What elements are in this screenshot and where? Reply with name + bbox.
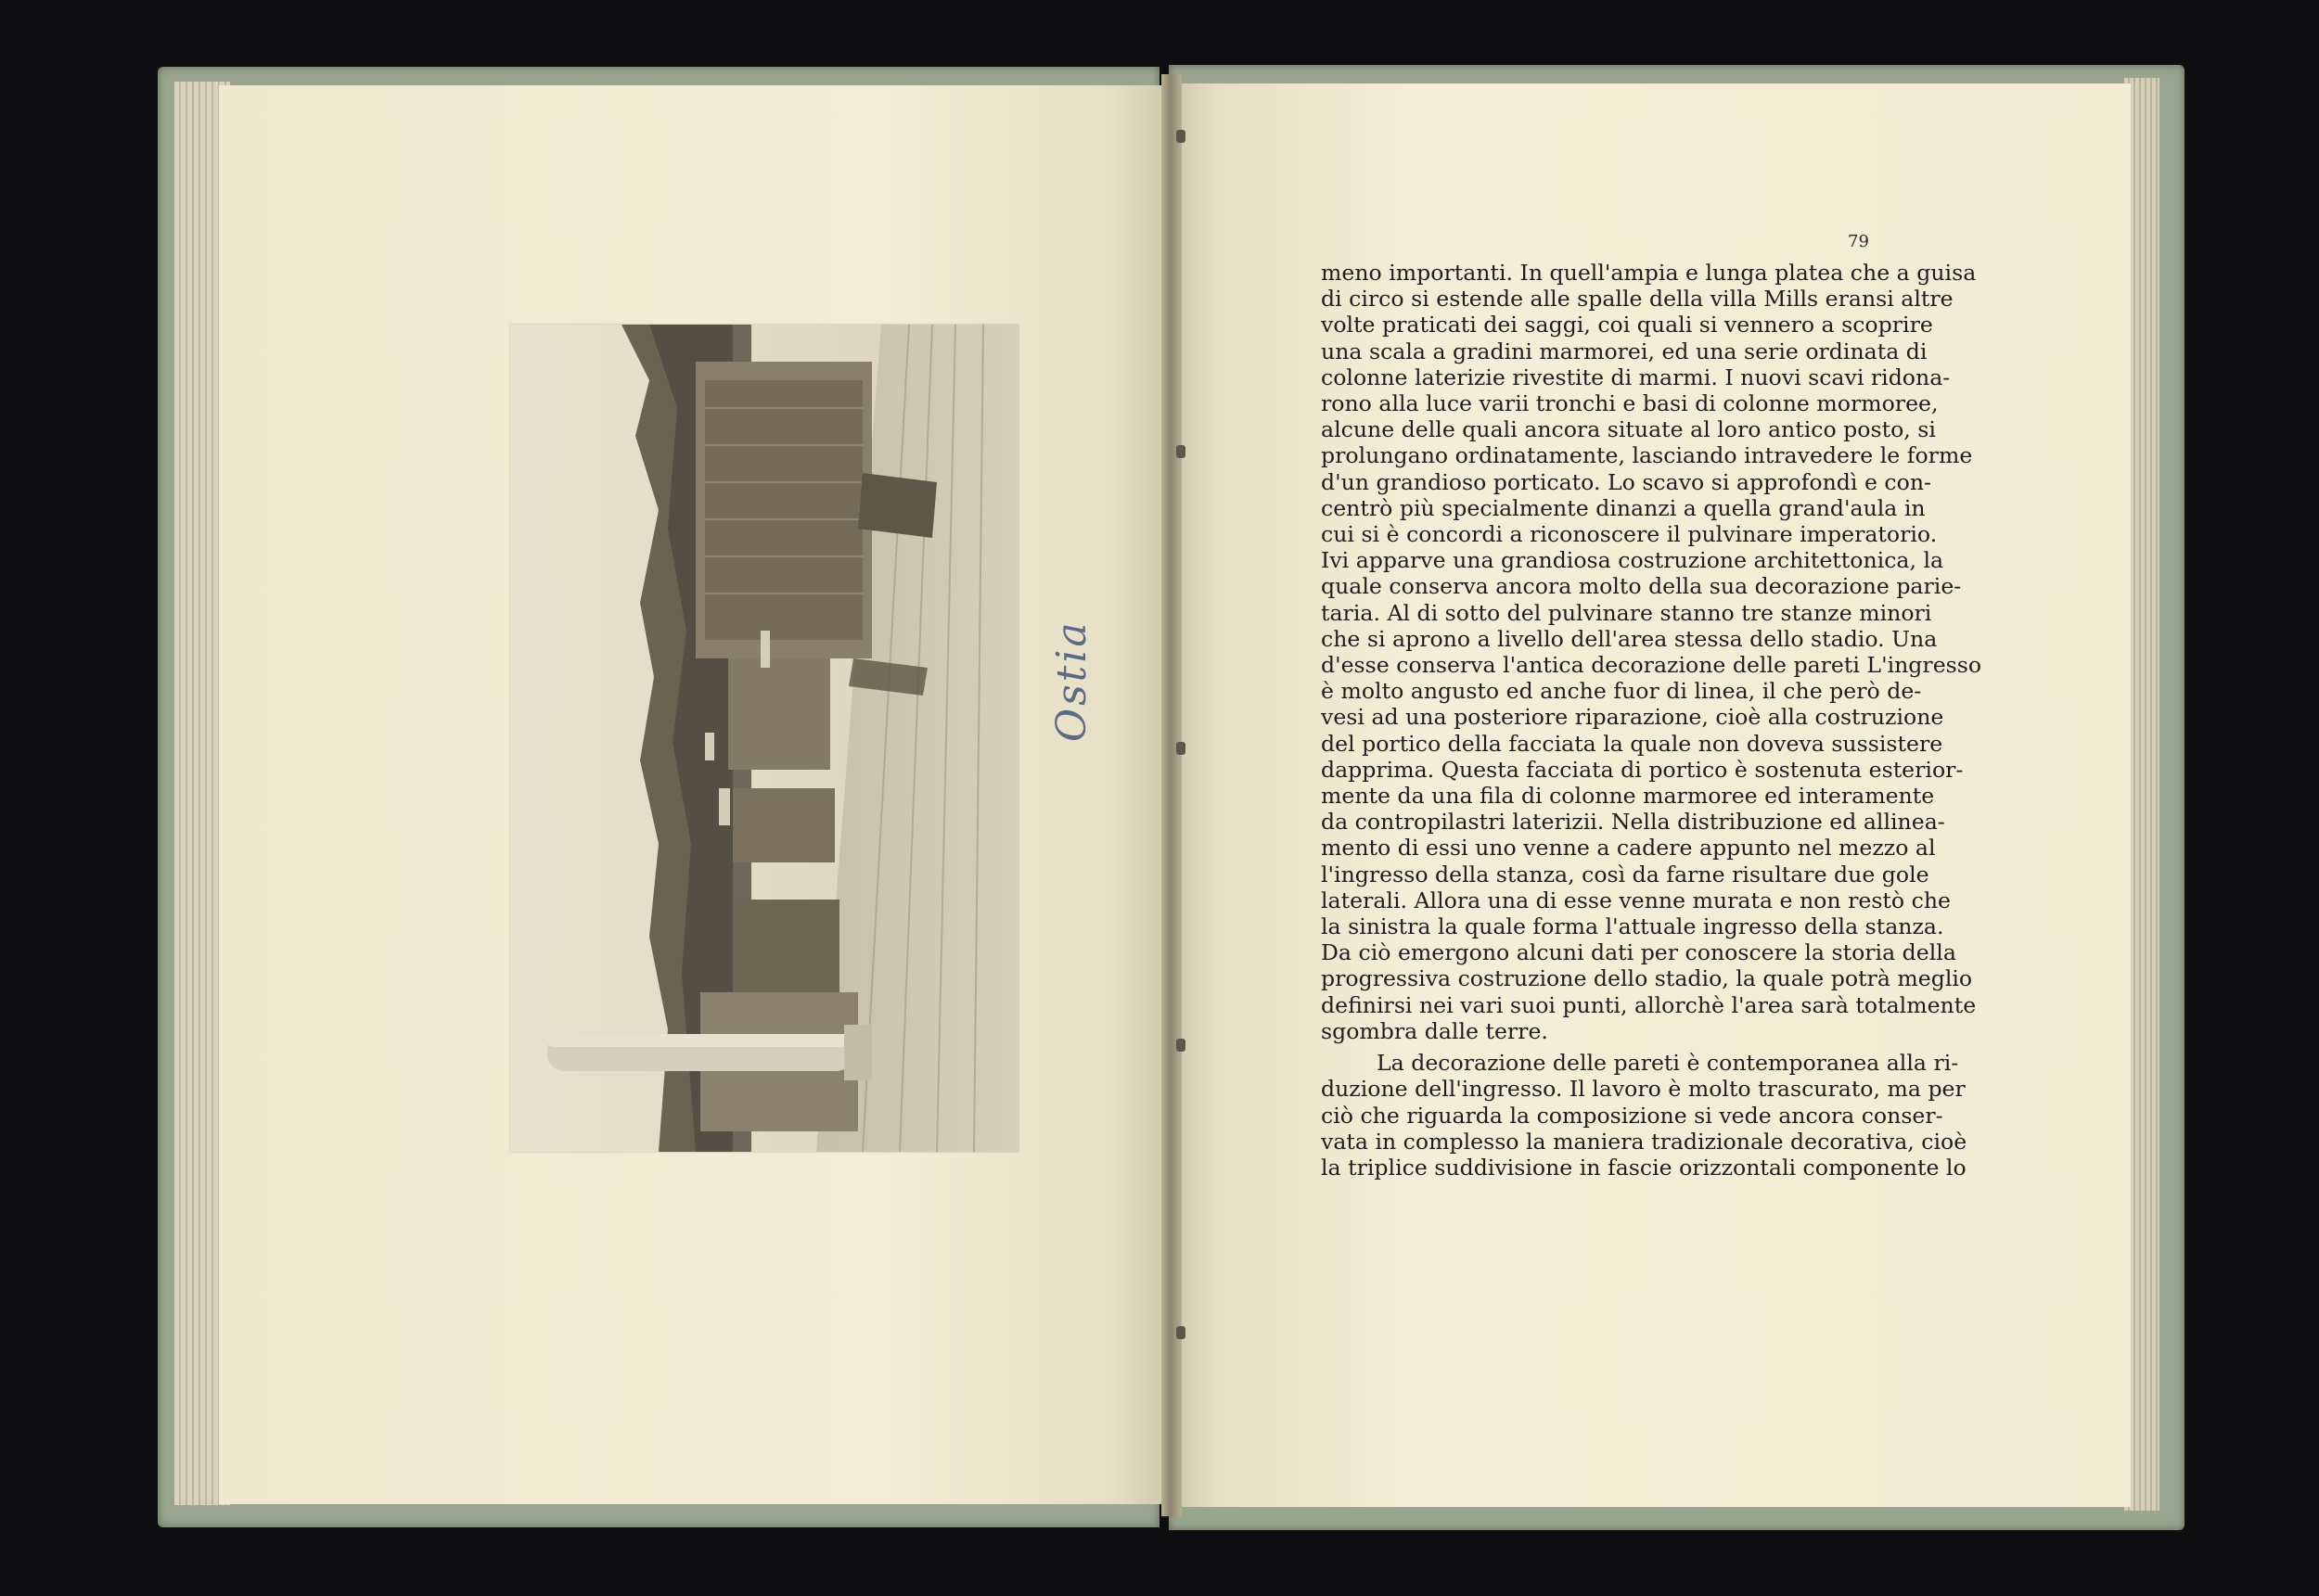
book-gutter bbox=[1161, 74, 1182, 1516]
binding-stitch bbox=[1176, 1039, 1185, 1052]
text-line: definirsi nei vari suoi punti, allorchè l'area sarà totalmente bbox=[1321, 991, 1977, 1018]
text-line: Da ciò emergono alcuni dati per conoscere la storia della bbox=[1321, 939, 1956, 966]
text-line: rono alla luce varii tronchi e basi di colonne mormoree, bbox=[1321, 390, 1939, 417]
binding-stitch bbox=[1176, 1326, 1185, 1339]
text-line: vata in complesso la maniera tradizionale decorativa, cioè bbox=[1321, 1128, 1967, 1155]
text-line: cui si è concordi a riconoscere il pulvinare imperatorio. bbox=[1321, 521, 1938, 548]
text-line: progressiva costruzione dello stadio, la quale potrà meglio bbox=[1321, 965, 1973, 992]
text-line: alcune delle quali ancora situate al loro antico posto, si bbox=[1321, 416, 1936, 443]
text-line: l'ingresso della stanza, così da farne risultare due gole bbox=[1321, 861, 1929, 887]
text-line: del portico della facciata la quale non doveva sussistere bbox=[1321, 730, 1943, 757]
binding-stitch bbox=[1176, 445, 1185, 458]
body-text bbox=[1321, 260, 1982, 1181]
text-line: da contropilastri laterizii. Nella distribuzione ed allinea- bbox=[1321, 809, 1945, 836]
text-line: duzione dell'ingresso. Il lavoro è molto trascurato, ma per bbox=[1321, 1076, 1966, 1103]
text-line: centrò più specialmente dinanzi a quella grand'aula in bbox=[1321, 494, 1926, 521]
page-number: 79 bbox=[1848, 232, 1869, 251]
binding-stitch bbox=[1176, 130, 1185, 143]
text-line: è molto angusto ed anche fuor di linea, il che però de- bbox=[1321, 678, 1922, 705]
text-line: d'esse conserva l'antica decorazione delle pareti L'ingresso bbox=[1321, 652, 1982, 679]
text-line: la triplice suddivisione in fascie orizzontali componente lo bbox=[1321, 1154, 1967, 1181]
text-line: colonne laterizie rivestite di marmi. I nuovi scavi ridona- bbox=[1321, 364, 1951, 390]
text-line: sgombra dalle terre. bbox=[1321, 1017, 1548, 1044]
text-line: meno importanti. In quell'ampia e lunga platea che a guisa bbox=[1321, 260, 1977, 286]
text-line: di circo si estende alle spalle della villa Mills eransi altre bbox=[1321, 286, 1954, 313]
text-line: La decorazione delle pareti è contemporanea alla ri- bbox=[1377, 1050, 1959, 1077]
text-line: vesi ad una posteriore riparazione, cioè alla costruzione bbox=[1321, 704, 1944, 731]
text-line: Ivi apparve una grandiosa costruzione architettonica, la bbox=[1321, 547, 1944, 574]
text-line: laterali. Allora una di esse venne murata e non restò che bbox=[1321, 887, 1951, 913]
text-line: prolungano ordinatamente, lasciando intravedere le forme bbox=[1321, 442, 1973, 469]
text-line: mento di essi uno venne a cadere appunto nel mezzo al bbox=[1321, 835, 1936, 862]
text-line: mente da una fila di colonne marmoree ed interamente bbox=[1321, 783, 1935, 810]
text-line: che si aprono a livello dell'area stessa dello stadio. Una bbox=[1321, 625, 1938, 652]
text-line: dapprima. Questa facciata di portico è sostenuta esterior- bbox=[1321, 756, 1964, 783]
text-line: volte praticati dei saggi, coi quali si vennero a scoprire bbox=[1321, 312, 1933, 338]
text-line: quale conserva ancora molto della sua decorazione parie- bbox=[1321, 573, 1962, 600]
photograph bbox=[510, 325, 1019, 1152]
binding-stitch bbox=[1176, 742, 1185, 755]
text-line: la sinistra la quale forma l'attuale ingresso della stanza. bbox=[1321, 913, 1944, 940]
text-line: una scala a gradini marmorei, ed una serie ordinata di bbox=[1321, 338, 1928, 364]
text-line: taria. Al di sotto del pulvinare stanno tre stanze minori bbox=[1321, 599, 1932, 626]
text-line: ciò che riguarda la composizione si vede ancora conser- bbox=[1321, 1102, 1943, 1129]
text-line: d'un grandioso porticato. Lo scavo si approfondì e con- bbox=[1321, 468, 1931, 495]
handwritten-note: Ostia bbox=[1048, 619, 1095, 742]
